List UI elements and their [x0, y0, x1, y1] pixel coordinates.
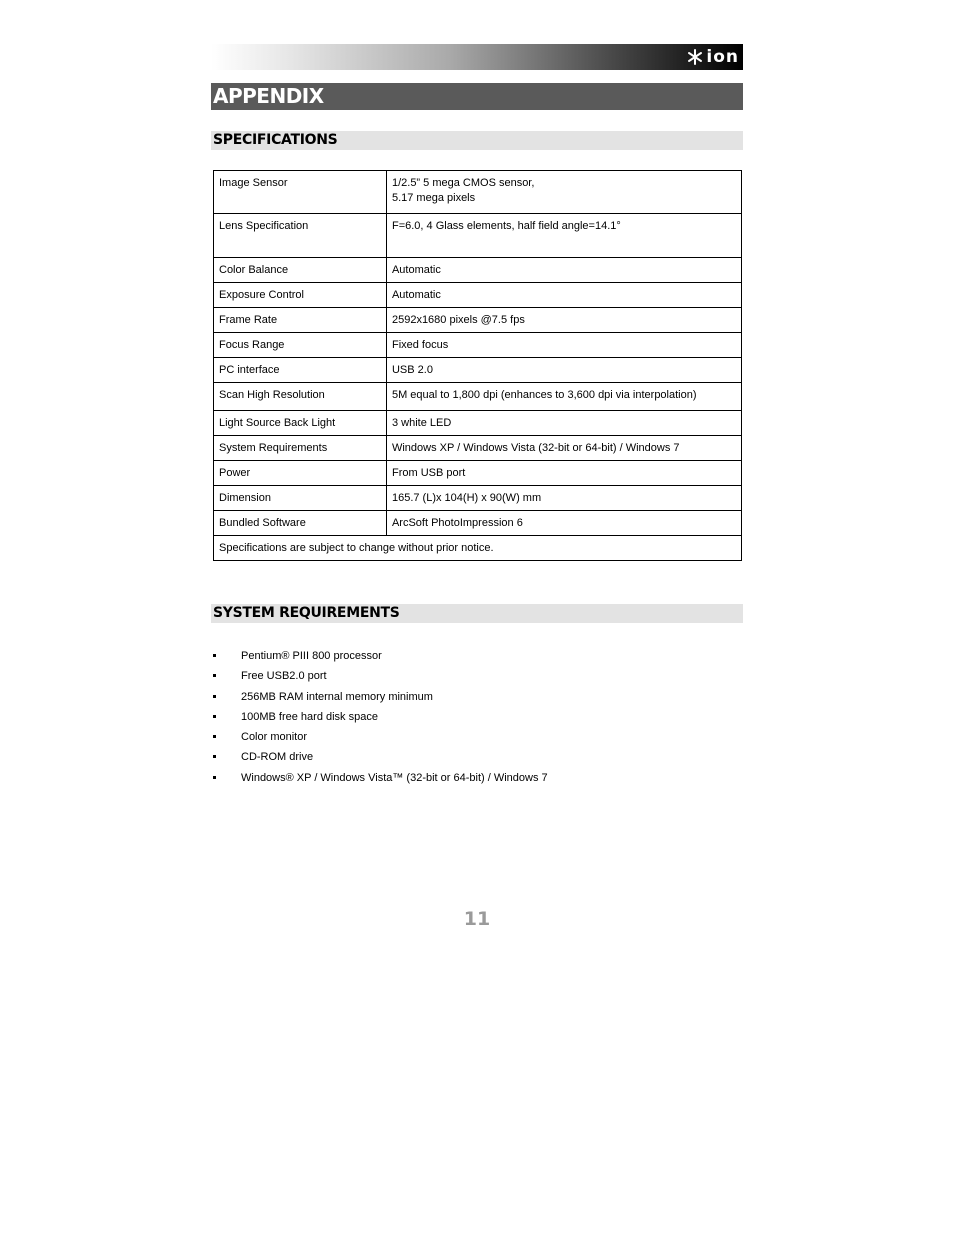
list-item [211, 689, 548, 709]
spec-label: Frame Rate [214, 308, 387, 333]
spec-value: Fixed focus [386, 333, 741, 358]
spec-value: Automatic [386, 258, 741, 283]
list-item [211, 668, 548, 688]
spec-row [214, 461, 742, 486]
spec-row [214, 214, 742, 258]
spec-value: 165.7 (L)x 104(H) x 90(W) mm [386, 486, 741, 511]
spec-value: 5M equal to 1,800 dpi (enhances to 3,600 dpi via interpolation) [386, 383, 741, 411]
specifications-heading-bar [211, 131, 743, 150]
spec-label: Scan High Resolution [214, 383, 387, 411]
specifications-heading: SPECIFICATIONS [213, 132, 338, 148]
list-item-text: 100MB free hard disk space [241, 710, 378, 723]
bullet-icon [213, 674, 216, 677]
spec-value: 2592x1680 pixels @7.5 fps [386, 308, 741, 333]
spec-row [214, 411, 742, 436]
spec-row [214, 308, 742, 333]
page-number: 11 [463, 908, 491, 930]
list-item [211, 648, 548, 668]
bullet-icon [213, 735, 216, 738]
star-logo-icon [687, 49, 703, 65]
header-gradient-bar [211, 44, 743, 70]
spec-label: Lens Specification [214, 214, 387, 258]
spec-row [214, 511, 742, 536]
spec-value: From USB port [386, 461, 741, 486]
spec-value: Automatic [386, 283, 741, 308]
spec-note: Specifications are subject to change without prior notice. [214, 536, 742, 561]
bullet-icon [213, 695, 216, 698]
spec-label: Color Balance [214, 258, 387, 283]
spec-row [214, 171, 742, 214]
spec-row [214, 486, 742, 511]
specifications-table [213, 170, 742, 561]
spec-label: PC interface [214, 358, 387, 383]
spec-value: ArcSoft PhotoImpression 6 [386, 511, 741, 536]
bullet-icon [213, 715, 216, 718]
brand-logo [687, 47, 739, 67]
title-bar [211, 83, 743, 110]
spec-note-row [214, 536, 742, 561]
spec-row [214, 283, 742, 308]
spec-row [214, 383, 742, 411]
bullet-icon [213, 776, 216, 779]
list-item [211, 709, 548, 729]
spec-value: Windows XP / Windows Vista (32-bit or 64-bit) / Windows 7 [386, 436, 741, 461]
list-item-text: Pentium® PIII 800 processor [241, 650, 382, 662]
spec-value: 1/2.5” 5 mega CMOS sensor, 5.17 mega pixels [386, 171, 741, 214]
bullet-icon [213, 755, 216, 758]
spec-label: Power [214, 461, 387, 486]
spec-value: USB 2.0 [386, 358, 741, 383]
spec-label: System Requirements [214, 436, 387, 461]
list-item-text: Color monitor [241, 731, 308, 744]
spec-value: 3 white LED [386, 411, 741, 436]
bullet-icon [213, 654, 216, 657]
spec-value: F=6.0, 4 Glass elements, half field angle=14.1° [386, 214, 741, 258]
spec-row [214, 333, 742, 358]
spec-label: Exposure Control [214, 283, 387, 308]
spec-label: Bundled Software [214, 511, 387, 536]
logo-text: ion [706, 47, 739, 67]
list-item [211, 749, 548, 769]
list-item-text: CD-ROM drive [241, 751, 314, 764]
spec-label: Image Sensor [214, 171, 387, 214]
page-title: APPENDIX [213, 84, 324, 108]
list-item-text: Windows® XP / Windows Vista™ (32-bit or 64-bit) / Windows 7 [241, 771, 548, 784]
system-requirements-list [211, 648, 548, 790]
list-item [211, 770, 548, 790]
system-requirements-heading: SYSTEM REQUIREMENTS [213, 605, 400, 621]
list-item [211, 729, 548, 749]
list-item-text: Free USB2.0 port [241, 670, 327, 683]
spec-row [214, 258, 742, 283]
spec-label: Light Source Back Light [214, 411, 387, 436]
spec-label: Dimension [214, 486, 387, 511]
spec-row [214, 358, 742, 383]
system-requirements-heading-bar [211, 604, 743, 623]
spec-label: Focus Range [214, 333, 387, 358]
spec-row [214, 436, 742, 461]
list-item-text: 256MB RAM internal memory minimum [241, 690, 433, 703]
